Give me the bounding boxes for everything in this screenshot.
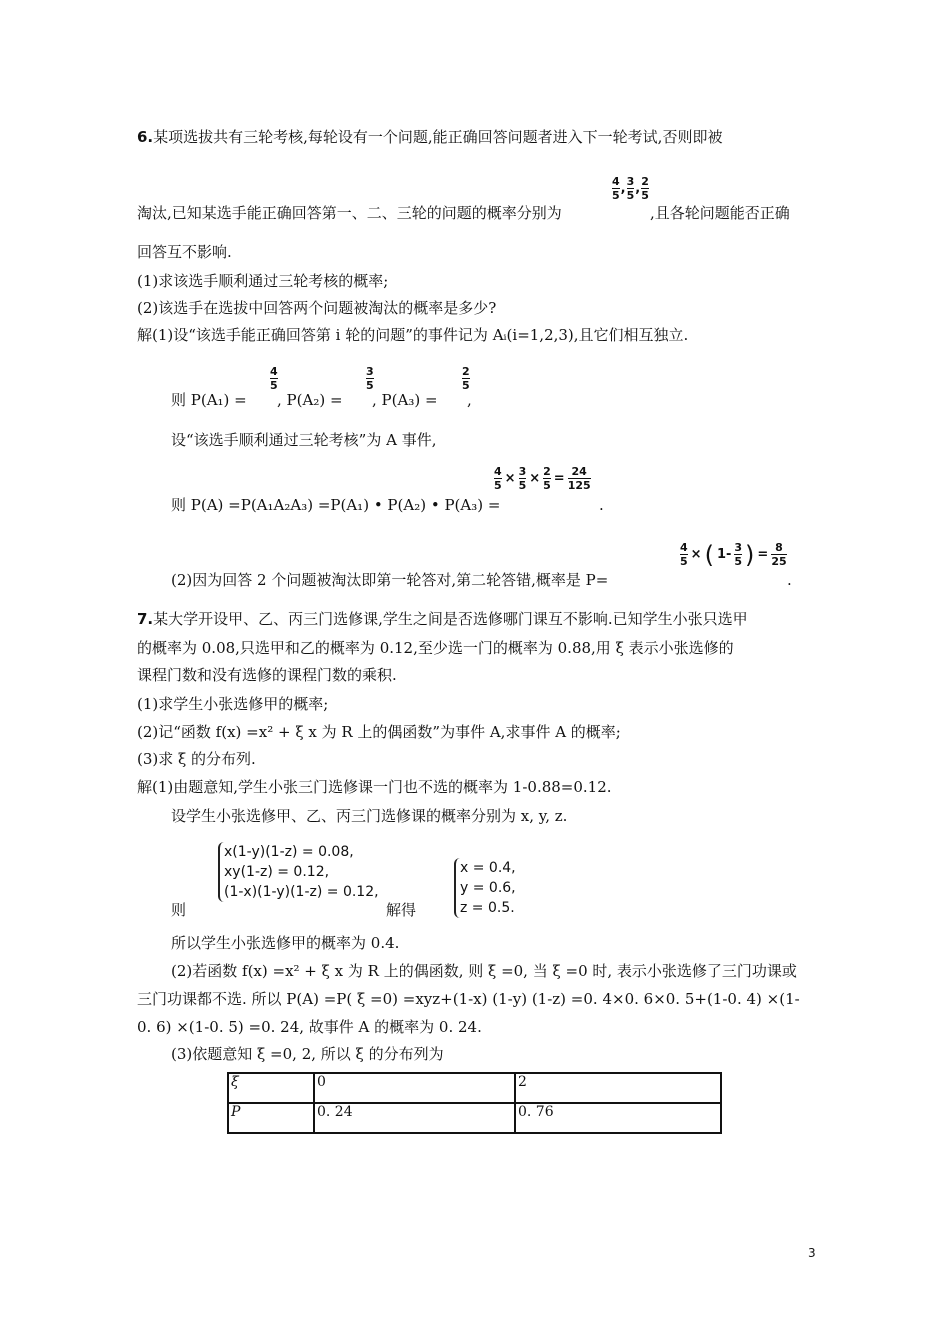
table-row <box>228 1073 721 1103</box>
q6-solution2: (2)因为回答 2 个问题被淘汰即第一轮答对,第二轮答错,概率是 P= <box>171 571 609 589</box>
page-number: 3 <box>808 1246 816 1260</box>
frac-2-5-a3: 2 5 <box>462 365 470 392</box>
distribution-table <box>227 1072 722 1134</box>
q6-pA-expression: 4 5 × 3 5 × 2 5 = 24 125 <box>494 465 591 492</box>
q7-text-1: 某大学开设甲、乙、丙三门选修课,学生之间是否选修哪门课互不影响.已知学生小张只选甲 <box>153 610 748 628</box>
q6-pa-end: , <box>467 391 472 409</box>
q6-number: 6. <box>137 128 154 146</box>
q7-solution1: 解(1)由题意知,学生小张三门选修课一门也不选的概率为 1-0.88=0.12. <box>137 778 612 796</box>
q7-solution2b: 三门功课都不选. 所以 P(A) =P( ξ =0) =xyz+(1-x) (1-y) (1-z) =0. 4×0. 6×0. 5+(1-0. 4) ×(1- <box>137 990 800 1008</box>
equation-2: xy(1-z) = 0.12, <box>224 864 330 880</box>
solution-z: z = 0.5. <box>460 900 515 916</box>
table-cell: 0. 76 <box>515 1103 721 1133</box>
q7-solution2a: (2)若函数 f(x) =x² + ξ x 为 R 上的偶函数, 则 ξ =0, 当 ξ =0 时, 表示小张选修了三门功课或 <box>171 962 797 980</box>
q6-pA-end: . <box>599 496 604 514</box>
q6-part2: (2)该选手在选拔中回答两个问题被淘汰的概率是多少? <box>137 299 497 317</box>
q6-line2a: 淘汰,已知某选手能正确回答第一、二、三轮的问题的概率分别为 <box>137 204 562 222</box>
q6-line3: 回答互不影响. <box>137 243 232 261</box>
q6-part1: (1)求该选手顺利通过三轮考核的概率; <box>137 272 389 290</box>
frac-3-5: 3 5 <box>626 175 635 202</box>
q6-probabilities: 4 5 , 3 5 , 2 5 <box>612 175 649 202</box>
q7-part3: (3)求 ξ 的分布列. <box>137 750 256 768</box>
table-cell: 0 <box>314 1073 515 1103</box>
table-cell: 2 <box>515 1073 721 1103</box>
q7-solve: 解得 <box>386 901 417 919</box>
table-cell: 0. 24 <box>314 1103 515 1133</box>
table-row <box>228 1103 721 1133</box>
frac-4-5: 4 5 <box>612 175 620 202</box>
q6-text-1: 某项选拔共有三轮考核,每轮设有一个问题,能正确回答问题者进入下一轮考试,否则即被 <box>153 128 723 146</box>
q6-p2-expression: 4 5 × ( 1- 3 5 ) = 8 25 <box>680 540 787 569</box>
q7-solution1b: 设学生小张选修甲、乙、丙三门选修课的概率分别为 x, y, z. <box>171 807 568 825</box>
q6-pa1: 则 P(A₁) = <box>171 391 247 409</box>
q7-line3: 课程门数和没有选修的课程门数的乘积. <box>137 666 397 684</box>
frac-3-5-a2: 3 5 <box>366 365 374 392</box>
q7-solution3: (3)依题意知 ξ =0, 2, 所以 ξ 的分布列为 <box>171 1045 444 1063</box>
q6-solution1: 解(1)设“该选手能正确回答第 i 轮的问题”的事件记为 Aᵢ(i=1,2,3),且它们相互独立. <box>137 326 689 344</box>
frac-4-5-a1: 4 5 <box>270 365 278 392</box>
table-cell: ξ <box>228 1073 314 1103</box>
q6-line2b: ,且各轮问题能否正确 <box>650 204 790 222</box>
q7-solution2c: 0. 6) ×(1-0. 5) =0. 24, 故事件 A 的概率为 0. 24. <box>137 1018 482 1036</box>
q6-p2-end: . <box>787 571 792 589</box>
q6-setA: 设“该选手顺利通过三轮考核”为 A 事件, <box>171 431 437 449</box>
equation-1: x(1-y)(1-z) = 0.08, <box>224 844 354 860</box>
q7-part2: (2)记“函数 f(x) =x² + ξ x 为 R 上的偶函数”为事件 A,求事件 A 的概率; <box>137 723 621 741</box>
table-cell: P <box>228 1103 314 1133</box>
q7-conclusion1: 所以学生小张选修甲的概率为 0.4. <box>171 934 400 952</box>
q7-line2: 的概率为 0.08,只选甲和乙的概率为 0.12,至少选一门的概率为 0.88,用 ξ 表示小张选修的 <box>137 639 734 657</box>
q7-part1: (1)求学生小张选修甲的概率; <box>137 695 329 713</box>
solution-y: y = 0.6, <box>460 880 516 896</box>
q6-pA: 则 P(A) =P(A₁A₂A₃) =P(A₁) • P(A₂) • P(A₃) = <box>171 496 501 514</box>
frac-2-5: 2 5 <box>641 175 649 202</box>
q6-line1 <box>137 127 722 147</box>
q6-pa3: , P(A₃) = <box>372 391 438 409</box>
solution-system <box>454 858 516 918</box>
equation-system <box>218 842 379 902</box>
equation-3: (1-x)(1-y)(1-z) = 0.12, <box>224 884 379 900</box>
q6-pa2: , P(A₂) = <box>277 391 343 409</box>
solution-x: x = 0.4, <box>460 860 516 876</box>
q7-then: 则 <box>171 901 187 919</box>
q7-line1 <box>137 609 748 629</box>
q7-number: 7. <box>137 610 154 628</box>
